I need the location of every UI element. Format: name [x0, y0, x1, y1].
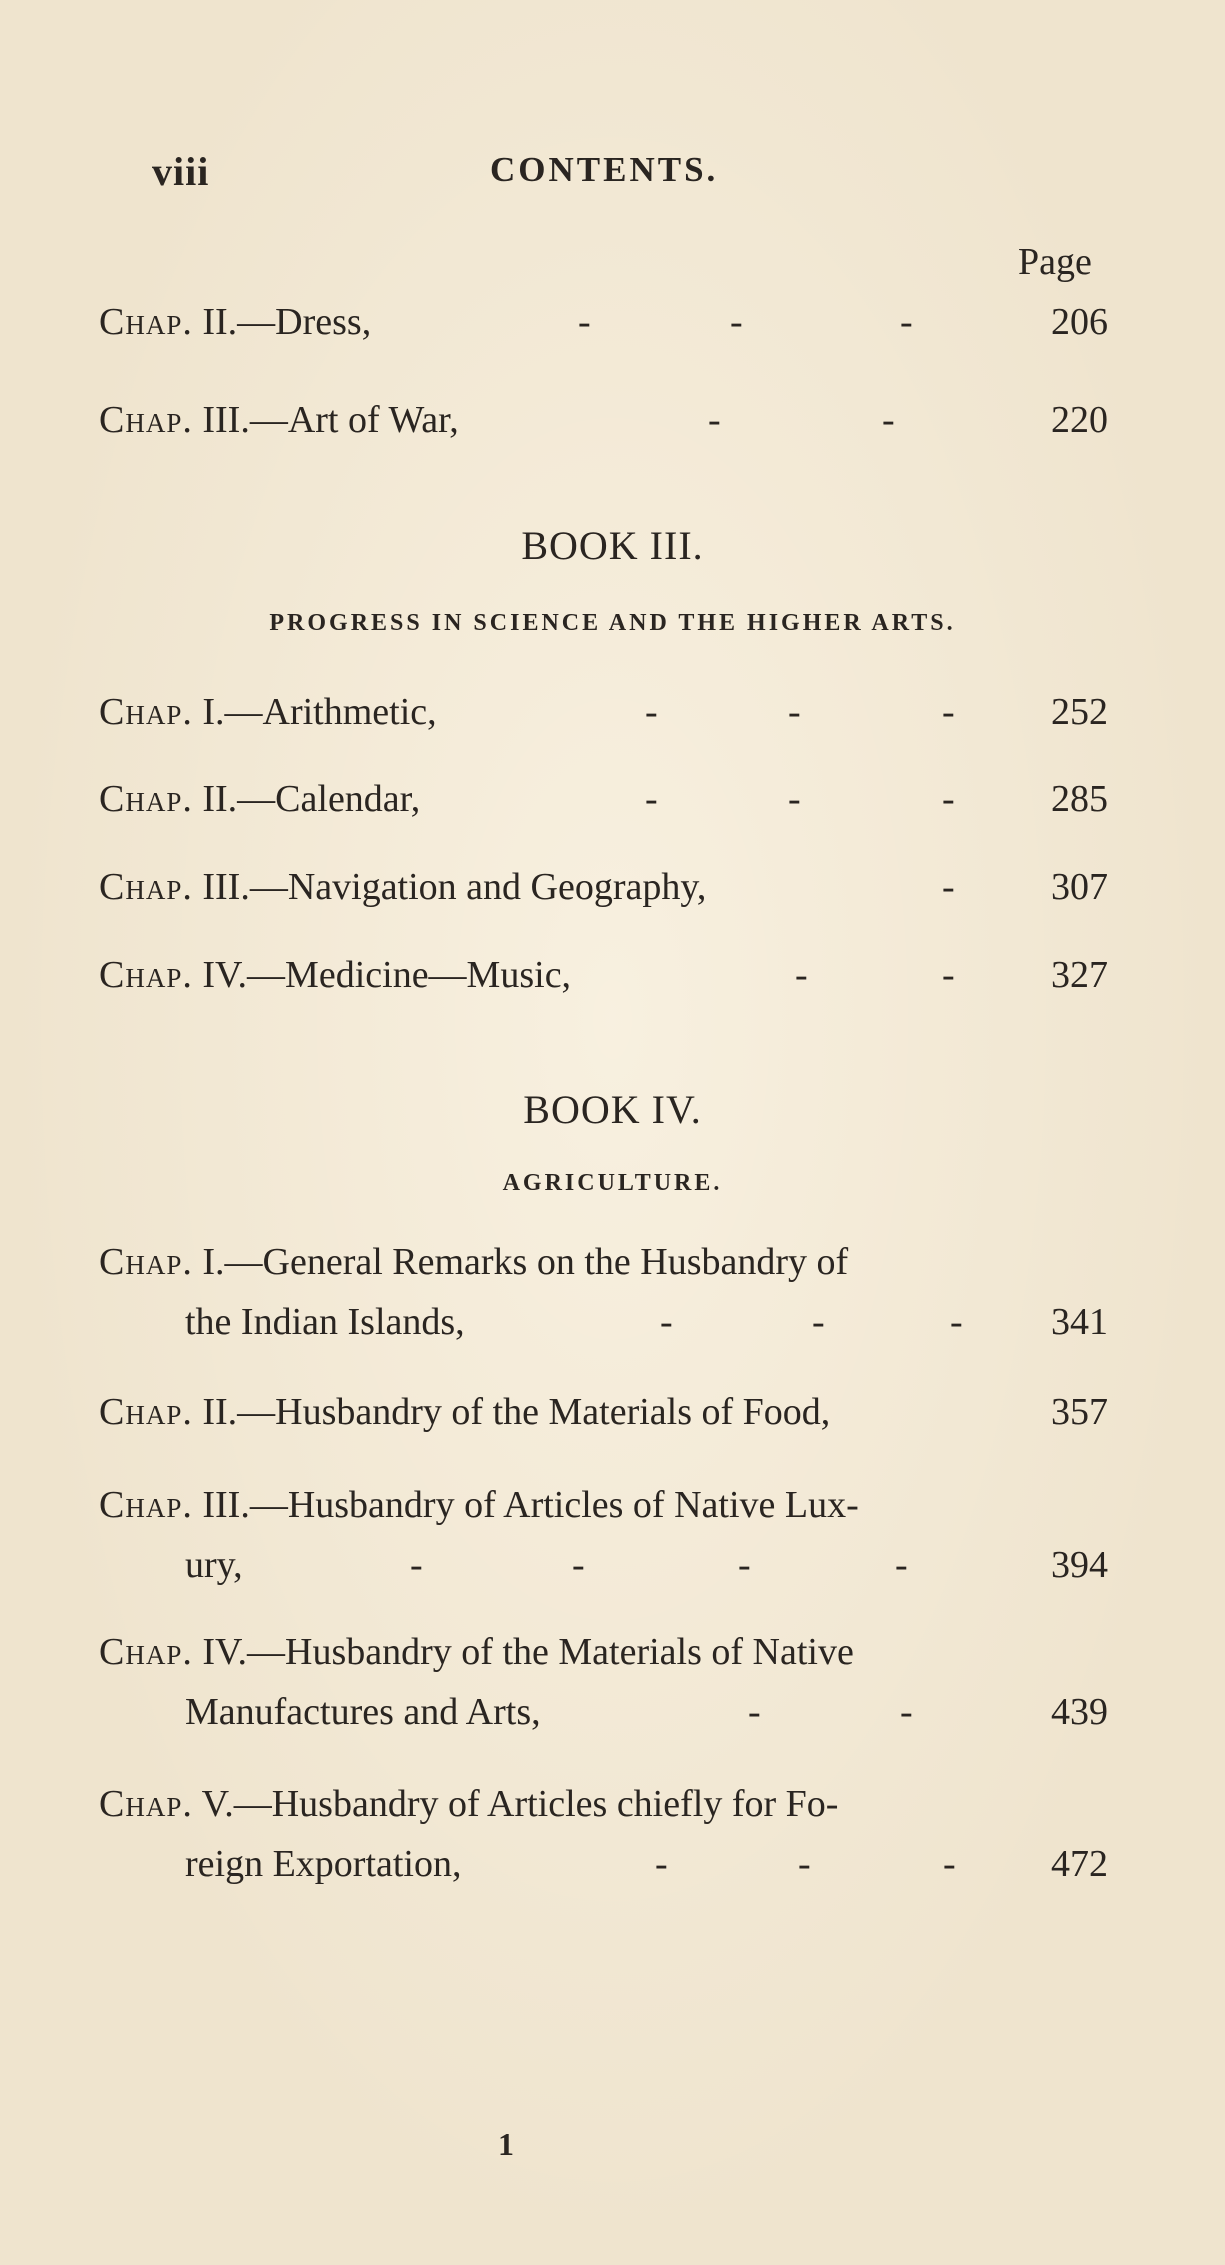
- toc-entry: [0, 953, 1225, 1013]
- chapter-lead: Chap.: [99, 691, 193, 733]
- toc-page-number: 206: [1051, 301, 1108, 343]
- chapter-lead: Chap.: [99, 399, 193, 441]
- toc-entry: [0, 300, 1225, 360]
- toc-entry: [0, 777, 1225, 837]
- leader-dash: -: [788, 691, 801, 733]
- toc-entry-title: I.—General Remarks on the Husbandry of: [192, 1241, 849, 1283]
- toc-entry-continuation: reign Exportation,: [185, 1843, 462, 1885]
- toc-page-number: 307: [1051, 866, 1108, 908]
- leader-dash: -: [410, 1544, 423, 1586]
- leader-dash: -: [900, 1691, 913, 1733]
- page-column-label: Page: [1018, 241, 1092, 283]
- chapter-lead: Chap.: [99, 1391, 193, 1433]
- leader-dash: -: [795, 954, 808, 996]
- leader-dash: -: [942, 691, 955, 733]
- chapter-lead: Chap.: [99, 1631, 193, 1673]
- toc-entry: [0, 1240, 1225, 1360]
- leader-dash: -: [730, 301, 743, 343]
- leader-dash: -: [942, 866, 955, 908]
- leader-dash: -: [645, 778, 658, 820]
- leader-dash: -: [798, 1843, 811, 1885]
- toc-entry-title: III.—Husbandry of Articles of Native Lux-: [192, 1484, 859, 1526]
- leader-dash: -: [738, 1544, 751, 1586]
- leader-dash: -: [572, 1544, 585, 1586]
- chapter-lead: Chap.: [99, 301, 193, 343]
- book-heading: BOOK IV.: [523, 1087, 702, 1132]
- toc-entry-title: I.—Arithmetic,: [192, 691, 437, 733]
- leader-dash: -: [788, 778, 801, 820]
- page-title: CONTENTS.: [490, 150, 719, 189]
- leader-dash: -: [708, 399, 721, 441]
- toc-entry-title: III.—Art of War,: [192, 399, 459, 441]
- page-folio: viii: [152, 149, 210, 194]
- leader-dash: -: [882, 399, 895, 441]
- leader-dash: -: [900, 301, 913, 343]
- toc-entry: [0, 865, 1225, 925]
- chapter-lead: Chap.: [99, 866, 193, 908]
- toc-entry: [0, 690, 1225, 750]
- toc-entry-title: IV.—Medicine—Music,: [192, 954, 572, 996]
- toc-entry-title: II.—Dress,: [192, 301, 372, 343]
- toc-entry: [0, 1483, 1225, 1603]
- toc-page-number: 394: [1051, 1544, 1108, 1586]
- book-subheading: PROGRESS IN SCIENCE AND THE HIGHER ARTS.: [269, 610, 956, 636]
- leader-dash: -: [645, 691, 658, 733]
- chapter-lead: Chap.: [99, 954, 193, 996]
- leader-dash: -: [748, 1691, 761, 1733]
- leader-dash: -: [660, 1301, 673, 1343]
- chapter-lead: Chap.: [99, 1783, 193, 1825]
- toc-entry: [0, 1630, 1225, 1750]
- toc-page-number: 285: [1051, 778, 1108, 820]
- toc-page-number: 357: [1051, 1391, 1108, 1433]
- toc-entry-title: II.—Husbandry of the Materials of Food,: [192, 1391, 831, 1433]
- leader-dash: -: [812, 1301, 825, 1343]
- toc-page-number: 252: [1051, 691, 1108, 733]
- toc-entry-continuation: ury,: [185, 1544, 243, 1586]
- book-heading: BOOK III.: [521, 523, 704, 568]
- toc-page-number: 220: [1051, 399, 1108, 441]
- toc-entry-title: V.—Husbandry of Articles chiefly for Fo-: [192, 1783, 839, 1825]
- toc-entry-continuation: Manufactures and Arts,: [185, 1691, 541, 1733]
- toc-page-number: 327: [1051, 954, 1108, 996]
- toc-entry-title: II.—Calendar,: [192, 778, 421, 820]
- chapter-lead: Chap.: [99, 778, 193, 820]
- signature-mark: 1: [498, 2126, 514, 2162]
- leader-dash: -: [950, 1301, 963, 1343]
- leader-dash: -: [895, 1544, 908, 1586]
- toc-entry: [0, 1390, 1225, 1450]
- leader-dash: -: [942, 954, 955, 996]
- chapter-lead: Chap.: [99, 1241, 193, 1283]
- toc-page-number: 472: [1051, 1843, 1108, 1885]
- toc-entry-title: III.—Navigation and Geography,: [192, 866, 707, 908]
- toc-entry-title: IV.—Husbandry of the Materials of Native: [192, 1631, 854, 1673]
- leader-dash: -: [655, 1843, 668, 1885]
- leader-dash: -: [578, 301, 591, 343]
- toc-entry: [0, 398, 1225, 458]
- toc-entry-continuation: the Indian Islands,: [185, 1301, 465, 1343]
- leader-dash: -: [943, 1843, 956, 1885]
- toc-entry: [0, 1782, 1225, 1902]
- toc-page-number: 341: [1051, 1301, 1108, 1343]
- toc-page-number: 439: [1051, 1691, 1108, 1733]
- chapter-lead: Chap.: [99, 1484, 193, 1526]
- book-subheading: AGRICULTURE.: [502, 1170, 723, 1196]
- leader-dash: -: [942, 778, 955, 820]
